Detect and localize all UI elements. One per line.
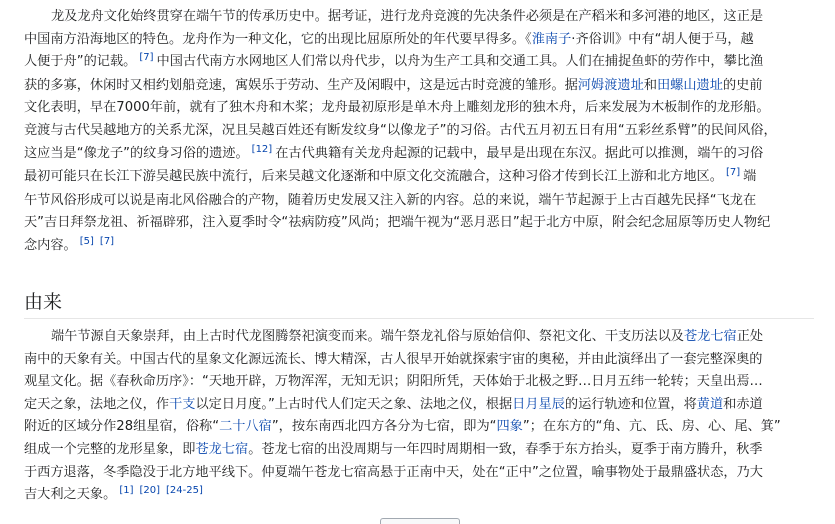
article-link[interactable]: 淮南子 xyxy=(531,31,572,47)
text-line xyxy=(24,166,814,190)
text-run: 竞渡与古代吴越地方的关系尤深，况且吴越百姓还有断发纹身“以像龙子”的习俗。古代五月初五日有用“五彩丝系臂”的民间风俗， xyxy=(24,122,777,138)
text-run: ”；在东方的“角、亢、氐、房、心、尾、箕” xyxy=(522,419,781,435)
text-run: 的运行轨迹和位置，将 xyxy=(564,396,697,412)
citation-link[interactable]: [7] xyxy=(725,167,741,179)
text-line xyxy=(24,212,814,235)
article-link[interactable]: 二十八宿 xyxy=(219,419,272,435)
text-run: 正处 xyxy=(736,329,764,344)
text-line xyxy=(24,143,814,167)
text-run: 和 xyxy=(643,77,657,93)
text-run: 和赤道 xyxy=(723,396,763,412)
text-run: 龙及龙舟文化始终贯穿在端午节的传承历史中。据考证，进行龙舟竞渡的先决条件必须是在产稻米和多河港的地区，这正是 xyxy=(51,9,764,24)
text-line xyxy=(24,120,814,143)
text-run: 端 xyxy=(743,169,757,185)
text-line xyxy=(24,371,814,394)
citation-link[interactable]: [20] xyxy=(139,485,161,497)
article-link[interactable]: 四象 xyxy=(496,419,523,435)
section-divider xyxy=(24,318,814,319)
text-line xyxy=(24,326,814,349)
article-link[interactable]: 河姆渡遗址 xyxy=(577,77,644,93)
text-line xyxy=(24,439,814,462)
text-run: 午节风俗形成可以说是南北风俗融合的产物，随着历史发展又注入新的内容。总的来说，端午节起源于上古百越先民择“飞龙在 xyxy=(24,192,757,208)
text-line xyxy=(24,6,814,29)
paragraph-origin xyxy=(24,326,814,508)
text-line xyxy=(24,394,814,417)
text-run: 南中的天象有关。中国古代的星象文化源远流长、博大精深，古人很早开始就探索宇宙的奥秘，并由此演绎出了一套完整深奥的 xyxy=(24,351,763,367)
text-line xyxy=(24,349,814,372)
article-link[interactable]: 田螺山遗址 xyxy=(657,77,723,93)
text-run: ”，按东南西北四方各分为七宿，即为“ xyxy=(271,419,497,435)
paragraph-dragon-boat xyxy=(24,6,814,259)
text-run: 定天之象，法地之仪，作 xyxy=(24,396,170,412)
text-line xyxy=(24,416,814,439)
citation-link[interactable]: [24-25] xyxy=(166,485,203,497)
text-run: 组成一个完整的龙形星象，即 xyxy=(24,441,196,457)
text-line xyxy=(24,484,814,508)
text-run: 这应当是“像龙子”的纹身习俗的遗迹。 xyxy=(24,145,249,161)
text-line xyxy=(24,75,814,98)
article-link[interactable]: 干支 xyxy=(169,396,196,412)
citation-link[interactable]: [12] xyxy=(251,143,273,155)
text-run: 观星文化。据《春秋命历序》：“天地开辟，万物浑浑，无知无识；阴阳所凭，天体始于北极之野…日月五纬一轮转；天皇出焉… xyxy=(24,374,763,390)
text-run: 天”吉日拜祭龙祖、祈福辟邪，注入夏季时令“祛病防疫”风尚；把端午视为“恶月恶日”起于北方中原，附会纪念屈原等历史人物纪 xyxy=(24,215,771,231)
text-run: 中国古代南方水网地区人们常以舟代步，以舟为生产工具和交通工具。人们在捕捉鱼虾的劳作中，攀比渔 xyxy=(156,54,764,70)
citation-link[interactable]: [1] xyxy=(119,485,134,497)
text-run: 端午节源自天象崇拜，由上古时代龙图腾祭祀演变而来。端午祭龙礼俗与原始信仰、祭祀文化、干支历法以及 xyxy=(51,329,684,344)
text-run: 附近的区域分作28组星宿，俗称“ xyxy=(24,419,220,435)
text-run: 于西方退落，冬季隐没于北方地平线下。仲夏端午苍龙七宿高悬于正南中天，处在“正中”之位置，喻事物处于最鼎盛状态，乃大 xyxy=(24,464,763,480)
citation-link[interactable]: [7] xyxy=(99,235,115,247)
text-run: 人便于舟”的记载。 xyxy=(24,54,137,70)
bottom-tab-edge xyxy=(380,518,460,524)
text-run: 念内容。 xyxy=(24,237,77,253)
article-link[interactable]: 苍龙七宿 xyxy=(195,441,249,457)
citation-link[interactable]: [7] xyxy=(139,52,154,64)
text-line xyxy=(24,97,814,120)
article-link[interactable]: 日月星辰 xyxy=(512,396,565,412)
text-run: 。苍龙七宿的出没周期与一年四时周期相一致，春季于东方抬头，夏季于南方腾升，秋季 xyxy=(248,441,763,457)
text-run: 以定日月度。”上古时代人们定天之象、法地之仪，根据 xyxy=(195,396,513,412)
text-line xyxy=(24,235,814,259)
article-link[interactable]: 苍龙七宿 xyxy=(684,329,737,344)
citation-link[interactable]: [5] xyxy=(79,235,94,247)
text-run: 文化表明，早在7000年前，就有了独木舟和木桨；龙舟最初原形是单木舟上雕刻龙形的独木舟，后来发展为木板制作的龙形船。 xyxy=(24,100,770,116)
text-line xyxy=(24,462,814,485)
text-line xyxy=(24,29,814,52)
text-run: 中国南方沿海地区的特色。龙舟作为一种文化，它的出现比屈原所处的年代要早得多。《 xyxy=(24,31,532,47)
text-line xyxy=(24,51,814,75)
text-run: 在古代典籍有关龙舟起源的记载中，最早是出现在东汉。据此可以推测，端午的习俗 xyxy=(275,145,764,161)
text-line xyxy=(24,190,814,213)
section-heading-origin: 由来 xyxy=(24,291,63,313)
article-link[interactable]: 黄道 xyxy=(696,396,724,412)
text-run: 的史前 xyxy=(722,77,763,93)
text-run: 吉大利之天象。 xyxy=(24,487,117,503)
text-run: ·齐俗训》中有“胡人便于马，越 xyxy=(571,31,754,47)
text-run: 最初可能只在长江下游吴越民族中流行，后来吴越文化逐渐和中原文化交流融合，这种习俗才传到长江上游和北方地区。 xyxy=(24,169,723,185)
text-run: 获的多寡，休闲时又相约划船竞速，寓娱乐于劳动、生产及闲暇中，这是远古时竞渡的雏形。据 xyxy=(24,77,578,93)
